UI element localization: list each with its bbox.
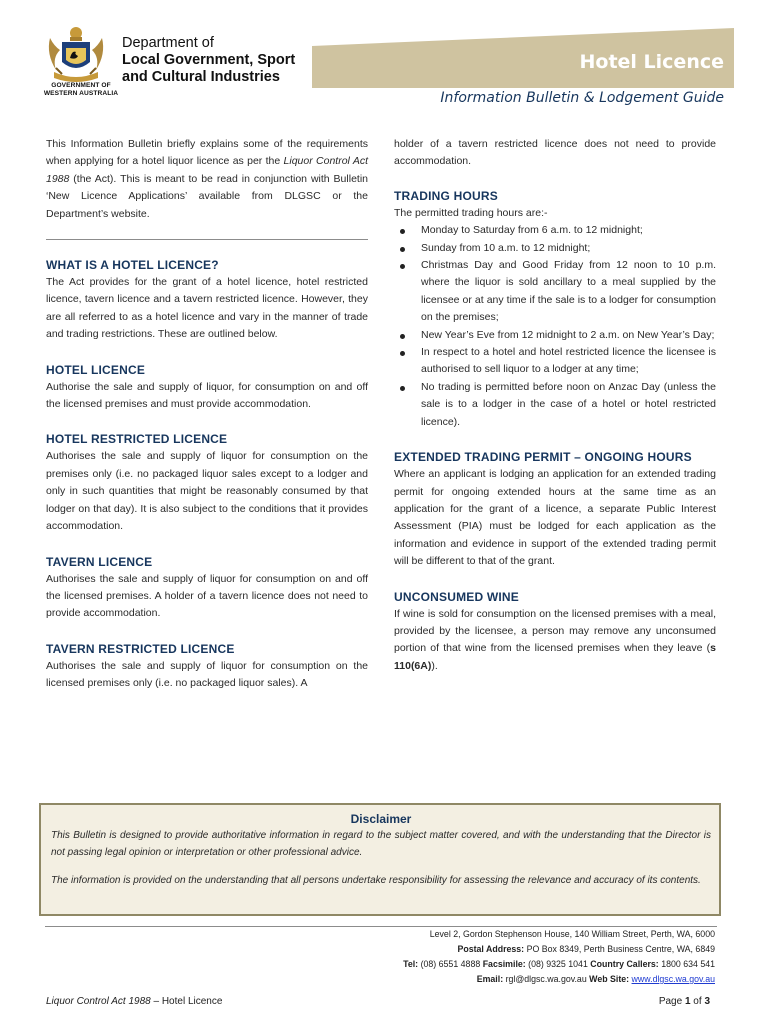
document-subtitle: Information Bulletin & Lodgement Guide: [440, 90, 724, 106]
website-link[interactable]: www.dlgsc.wa.gov.au: [631, 974, 715, 984]
department-line-3: and Cultural Industries: [122, 69, 280, 85]
page-number: Page 1 of 3: [658, 996, 710, 1007]
section-body: If wine is sold for consumption on the licensed premises with a meal, provided by the licensee, a person may remove any unconsumed portion of that wine from the licensed premises when they leave (s 110(6A)).: [394, 607, 716, 672]
section-heading: TRADING HOURS: [394, 188, 498, 203]
disclaimer-box: [39, 803, 721, 916]
left-column: [46, 136, 368, 693]
government-label-line-2: WESTERN AUSTRALIA: [43, 90, 119, 97]
section-heading: TAVERN LICENCE: [46, 554, 153, 569]
section-body: The Act provides for the grant of a hotel licence, hotel restricted licence, tavern licence and a tavern restricted licence. However, they are all referred to as a hotel licence and vary in the manner of trade and trading restrictions. These are outlined below.: [46, 276, 368, 341]
section-body: Where an applicant is lodging an application for an extended trading permit for ongoing extended hours at the same time as an application for the grant of a licence, a separate Public Interest Assessment (PIA) must be lodged for each application as the information and evidence in support of the extended trading permit will be different to that of the grant.: [394, 468, 716, 568]
intro-paragraph: This Information Bulletin briefly explains some of the requirements when applying for a hotel liquor licence as per the Liquor Control Act 1988 (the Act). This is meant to be read in conjunction with Bulletin ‘New Licence Applications’ available from DLGSC or the Department’s website.: [46, 138, 368, 220]
department-line-1: Department of: [122, 35, 214, 51]
section-heading: WHAT IS A HOTEL LICENCE?: [46, 258, 219, 273]
list-item: New Year’s Eve from 12 midnight to 2 a.m. on New Year’s Day;: [394, 327, 716, 344]
section-heading: HOTEL LICENCE: [46, 362, 146, 377]
email-web-line: Email: rgl@dlgsc.wa.gov.au Web Site: www.dlgsc.wa.gov.au: [476, 974, 715, 984]
section-body: Authorise the sale and supply of liquor, for consumption on and off the licensed premises and must provide accommodation.: [46, 380, 368, 411]
postal-address: Postal Address: PO Box 8349, Perth Business Centre, WA, 6849: [457, 944, 715, 954]
disclaimer-paragraph-2: The information is provided on the understanding that all persons undertake responsibility for assessing the relevance and accuracy of its contents.: [51, 875, 701, 886]
section-heading: HOTEL RESTRICTED LICENCE: [46, 432, 228, 447]
section-body: Authorises the sale and supply of liquor for consumption on the licensed premises only (i.e. no packaged liquor sales). A: [46, 659, 368, 690]
email-address: rgl@dlgsc.wa.gov.au: [505, 974, 587, 984]
section-heading: EXTENDED TRADING PERMIT – ONGOING HOURS: [394, 450, 692, 465]
street-address: Level 2, Gordon Stephenson House, 140 William Street, Perth, WA, 6000: [429, 929, 715, 939]
section-heading: TAVERN RESTRICTED LICENCE: [46, 641, 235, 656]
document-title: Hotel Licence: [579, 51, 724, 73]
contact-details: [215, 927, 715, 987]
continuation-paragraph: holder of a tavern restricted licence does not need to provide accommodation.: [394, 138, 716, 168]
trading-hours-list: [394, 222, 716, 431]
list-item: No trading is permitted before noon on Anzac Day (unless the sale is to a lodger in the case of a hotel or hotel restricted licence).: [394, 379, 716, 431]
section-heading: UNCONSUMED WINE: [394, 589, 519, 604]
wa-government-crest-icon: [40, 24, 112, 90]
government-label-line-1: GOVERNMENT OF: [51, 82, 111, 89]
trading-intro: The permitted trading hours are:-: [394, 206, 548, 219]
government-label: [36, 82, 126, 98]
list-item: Monday to Saturday from 6 a.m. to 12 midnight;: [394, 222, 716, 239]
list-item: In respect to a hotel and hotel restricted licence the licensee is authorised to sell liquor to a lodger at any time;: [394, 344, 716, 379]
right-column: [394, 136, 716, 675]
list-item: Sunday from 10 a.m. to 12 midnight;: [394, 240, 716, 257]
section-reference: s 110(6A): [394, 642, 716, 672]
section-body: Authorises the sale and supply of liquor for consumption on and off the licensed premises. A holder of a tavern licence does not need to provide accommodation.: [46, 572, 368, 620]
section-body: Authorises the sale and supply of liquor for consumption on the premises only (i.e. no packaged liquor sales except to a lodger and only in such quantities that might be reasonably consumed by that lodger on that day). It is also subject to the conditions that it provides accommodation.: [46, 450, 368, 533]
department-line-2: Local Government, Sport: [122, 52, 296, 68]
footer-document-name: Liquor Control Act 1988 – Hotel Licence: [46, 996, 223, 1007]
section-divider: [46, 239, 368, 240]
phone-line: Tel: (08) 6551 4888 Facsimile: (08) 9325 1041 Country Callers: 1800 634 541: [403, 959, 715, 969]
department-name: [122, 35, 295, 86]
disclaimer-title: Disclaimer: [350, 812, 412, 826]
list-item: Christmas Day and Good Friday from 12 noon to 10 p.m. where the liquor is sold ancillary to a meal supplied by the licensee or at any time if the sale is to a lodger for consumption on the premises;: [394, 257, 716, 327]
disclaimer-paragraph-1: This Bulletin is designed to provide authoritative information in regard to the subject matter covered, and with the understanding that the Director is not passing legal opinion or interpretation or other professional advice.: [51, 830, 711, 858]
act-name: Liquor Control Act 1988: [46, 155, 368, 185]
